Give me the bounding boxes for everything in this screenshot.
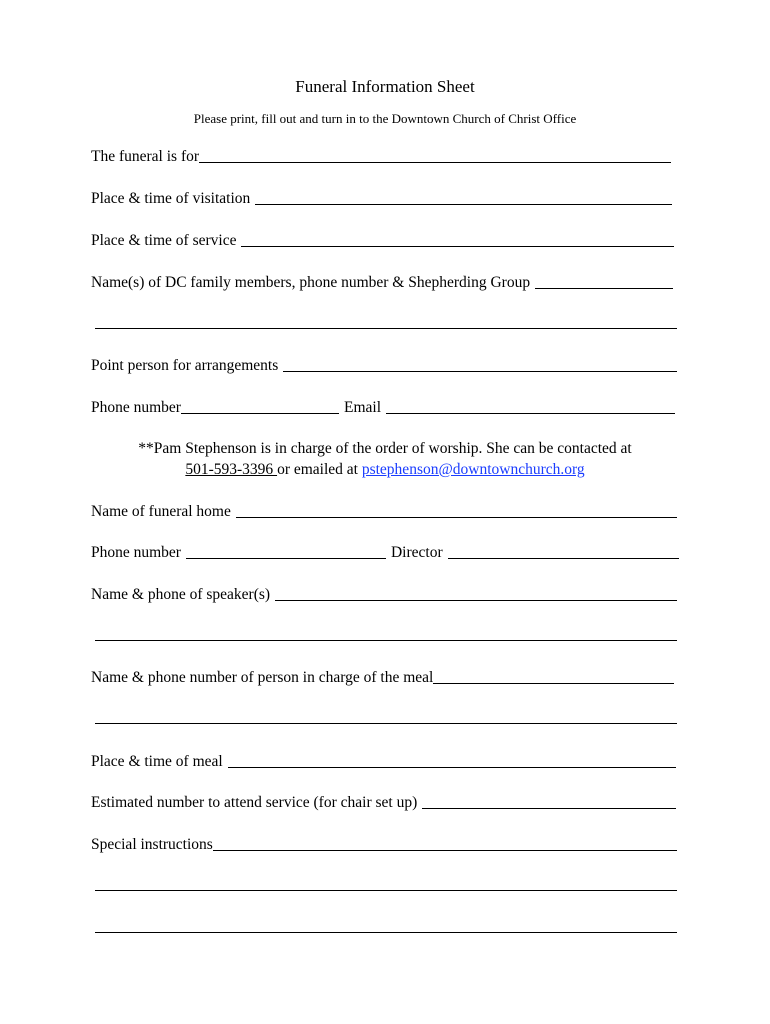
special-instructions-blank-line-3[interactable]: [95, 932, 677, 933]
field-special-instructions: [91, 833, 677, 855]
phone-number-blank[interactable]: [181, 413, 339, 414]
form-instructions: Please print, fill out and turn in to the Downtown Church of Christ Office: [193, 111, 577, 126]
family-members-blank-line-2[interactable]: [95, 328, 677, 329]
field-label: Place & time of service: [91, 232, 237, 249]
field-label: Phone number: [91, 399, 181, 416]
field-label: Phone number: [91, 544, 181, 561]
meal-person-blank-line-2[interactable]: [95, 723, 677, 724]
field-funeral-for: [91, 145, 671, 167]
field-label: Point person for arrangements: [91, 357, 279, 374]
field-label: Name of funeral home: [91, 503, 231, 520]
field-visitation: [91, 187, 672, 209]
field-label: Email: [343, 399, 382, 416]
director-blank[interactable]: [448, 558, 679, 559]
family-members-blank[interactable]: [535, 288, 673, 289]
service-blank[interactable]: [241, 246, 674, 247]
contact-phone: 501-593-3396: [185, 461, 278, 478]
field-point-person: [91, 354, 677, 376]
field-speakers: [91, 583, 677, 605]
funeral-home-blank[interactable]: [236, 517, 677, 518]
field-meal-person: [91, 666, 674, 688]
field-label: Special instructions: [91, 836, 213, 853]
speakers-blank-line-2[interactable]: [95, 640, 677, 641]
point-person-blank[interactable]: [283, 371, 677, 372]
field-label: Name & phone number of person in charge of the meal: [91, 669, 434, 686]
field-label: Place & time of visitation: [91, 190, 251, 207]
worship-contact-note: [0, 438, 770, 480]
meal-person-blank[interactable]: [433, 683, 674, 684]
visitation-blank[interactable]: [255, 204, 672, 205]
email-blank[interactable]: [386, 413, 675, 414]
meal-place-blank[interactable]: [228, 767, 676, 768]
field-label: Estimated number to attend service (for chair set up): [91, 794, 418, 811]
field-family-members: [91, 271, 673, 293]
note-line-2: [0, 459, 770, 480]
field-label: Director: [390, 544, 443, 561]
field-phone-email: [91, 396, 675, 418]
special-instructions-blank[interactable]: [213, 850, 677, 851]
field-attendance: [91, 791, 676, 813]
field-label: Place & time of meal: [91, 753, 223, 770]
attendance-blank[interactable]: [422, 808, 676, 809]
field-label: The funeral is for: [91, 148, 200, 165]
speakers-blank[interactable]: [275, 600, 677, 601]
special-instructions-blank-line-2[interactable]: [95, 890, 677, 891]
field-funeral-home: [91, 500, 677, 522]
field-meal-place: [91, 750, 676, 772]
note-middle-text: or emailed at: [277, 461, 362, 478]
field-label: Name & phone of speaker(s): [91, 586, 271, 603]
note-line-1: **Pam Stephenson is in charge of the order of worship. She can be contacted at: [138, 440, 632, 457]
field-service: [91, 229, 674, 251]
funeral-home-phone-blank[interactable]: [186, 558, 386, 559]
funeral-for-blank[interactable]: [199, 162, 671, 163]
contact-email-link[interactable]: pstephenson@downtownchurch.org: [361, 461, 585, 478]
form-title: Funeral Information Sheet: [295, 77, 475, 96]
field-label: Name(s) of DC family members, phone number & Shepherding Group: [91, 274, 531, 291]
field-funeral-home-phone-director: [91, 541, 679, 563]
